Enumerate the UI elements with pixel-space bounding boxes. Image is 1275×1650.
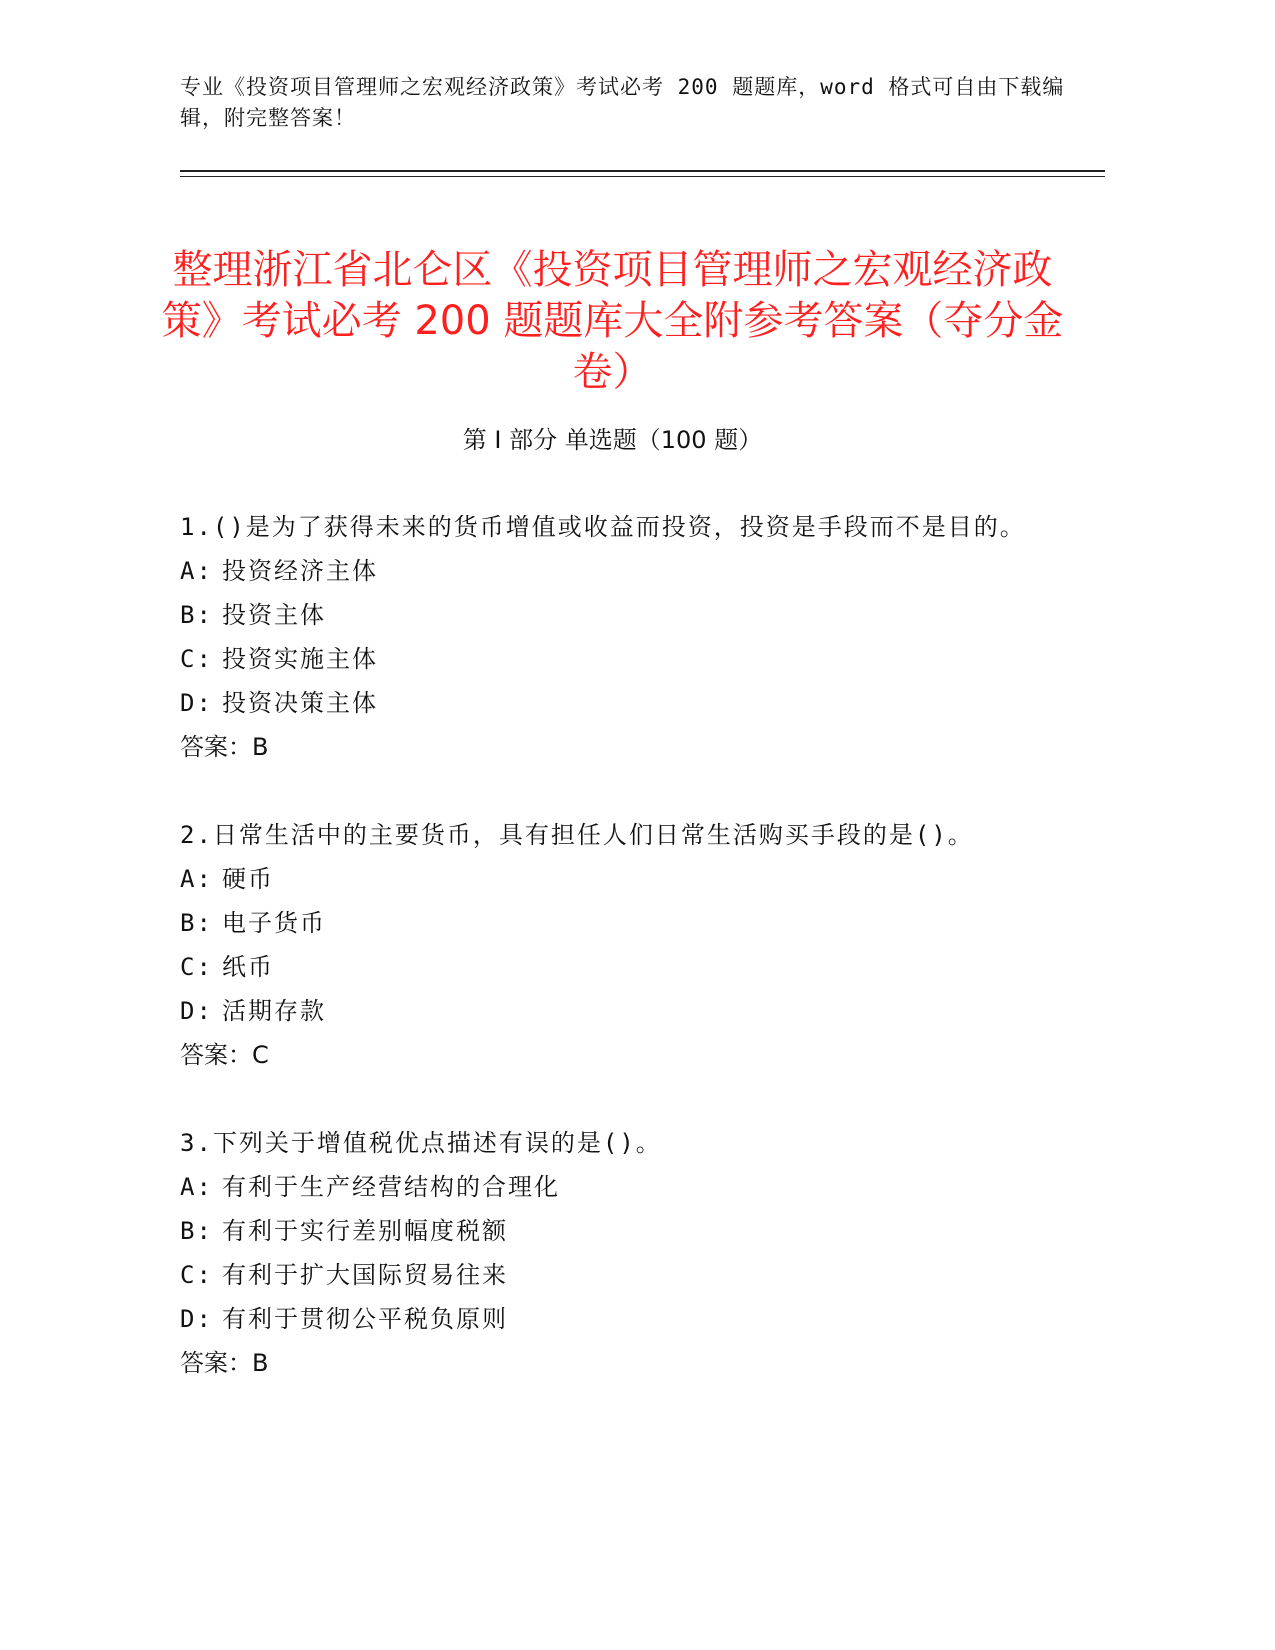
option-text: 投资主体 [222, 601, 326, 629]
option-text: 纸币 [222, 953, 274, 981]
option-letter: D: [180, 1305, 213, 1333]
option-text: 活期存款 [222, 997, 326, 1025]
answer-line: 答案：B [180, 1349, 269, 1377]
option-text: 电子货币 [222, 909, 326, 937]
question-list [180, 505, 1060, 1429]
question-3 [180, 1121, 1060, 1385]
option-letter: C: [180, 953, 213, 981]
option-a [180, 549, 1060, 593]
question-2 [180, 813, 1060, 1077]
option-b [180, 1209, 1060, 1253]
option-a [180, 1165, 1060, 1209]
option-letter: D: [180, 997, 213, 1025]
option-b [180, 593, 1060, 637]
option-d [180, 1297, 1060, 1341]
section-heading: 第 I 部分 单选题（100 题） [462, 426, 763, 454]
option-c [180, 1253, 1060, 1297]
option-d [180, 681, 1060, 725]
option-text: 投资决策主体 [222, 689, 378, 717]
option-letter: B: [180, 601, 213, 629]
option-a [180, 857, 1060, 901]
option-d [180, 989, 1060, 1033]
question-stem: 2.日常生活中的主要货币，具有担任人们日常生活购买手段的是()。 [180, 821, 974, 849]
header-divider-thin [180, 176, 1105, 177]
option-c [180, 637, 1060, 681]
question-stem: 1.()是为了获得未来的货币增值或收益而投资，投资是手段而不是目的。 [180, 513, 1026, 541]
option-c [180, 945, 1060, 989]
document-title: 整理浙江省北仑区《投资项目管理师之宏观经济政策》考试必考 200 题题库大全附参考答案（夺分金卷） [161, 246, 1064, 395]
option-letter: A: [180, 557, 213, 585]
option-letter: D: [180, 689, 213, 717]
option-text: 有利于扩大国际贸易往来 [222, 1261, 508, 1289]
option-letter: B: [180, 1217, 213, 1245]
option-text: 硬币 [222, 865, 274, 893]
header-note: 专业《投资项目管理师之宏观经济政策》考试必考 200 题题库，word 格式可自由下载编辑，附完整答案！ [180, 75, 1065, 130]
option-letter: B: [180, 909, 213, 937]
question-stem: 3.下列关于增值税优点描述有误的是()。 [180, 1129, 662, 1157]
question-1 [180, 505, 1060, 769]
option-text: 有利于贯彻公平税负原则 [222, 1305, 508, 1333]
option-text: 投资实施主体 [222, 645, 378, 673]
option-letter: A: [180, 865, 213, 893]
option-letter: C: [180, 645, 213, 673]
option-letter: A: [180, 1173, 213, 1201]
option-b [180, 901, 1060, 945]
option-text: 有利于生产经营结构的合理化 [222, 1173, 560, 1201]
option-text: 投资经济主体 [222, 557, 378, 585]
answer-line: 答案：B [180, 733, 269, 761]
header-divider-thick [180, 170, 1105, 172]
option-letter: C: [180, 1261, 213, 1289]
option-text: 有利于实行差别幅度税额 [222, 1217, 508, 1245]
answer-line: 答案：C [180, 1041, 269, 1069]
